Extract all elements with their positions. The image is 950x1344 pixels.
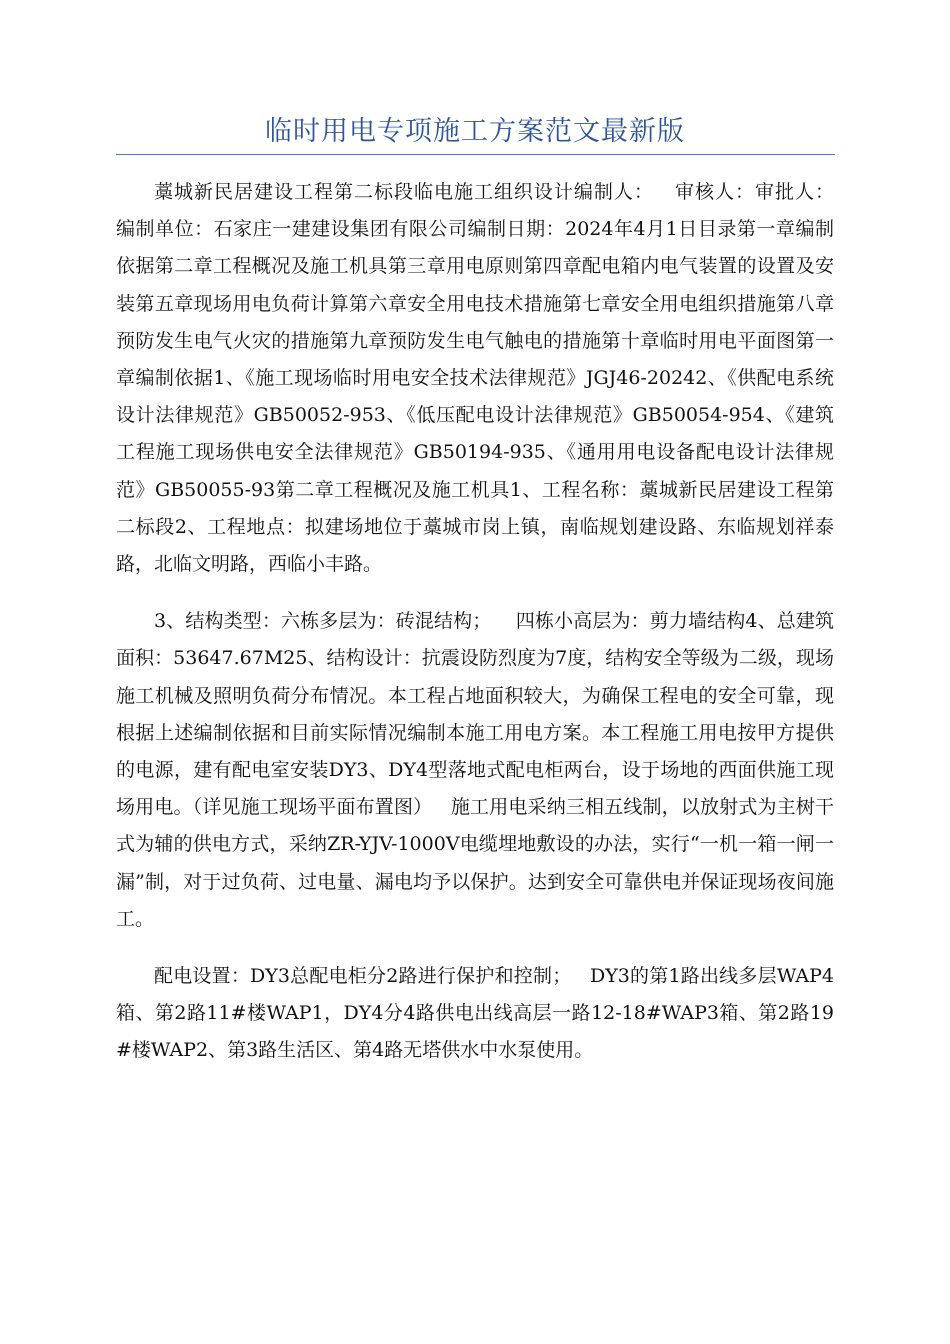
title-underline bbox=[116, 154, 835, 155]
document-title: 临时用电专项施工方案范文最新版 bbox=[265, 116, 685, 147]
paragraph-1: 藁城新民居建设工程第二标段临电施工组织设计编制人： 审核人：审批人： 编制单位：石家庄一建建设集团有限公司编制日期：2024年4月1日目录第一章编制依据第二章工程概况及施工机具第三章用电原则第四章配电箱内电气装置的设置及安装第五章现场用电负荷计算第六章安全用电技术措施第七章安全用电组织措施第八章预防发生电气火灾的措施第九章预防发生电气触电的措施第十章临时用电平面图第一章编制依据1、《施工现场临时用电安全技术法律规范》JGJ46-20242、《供配电系统设计法律规范》GB50052-953、《低压配电设计法律规范》GB50054-954、《建筑工程施工现场供电安全法律规范》GB50194-935、《通用用电设备配电设计法律规范》GB50055-93第二章工程概况及施工机具1、工程名称：藁城新民居建设工程第二标段2、工程地点：拟建场地位于藁城市岗上镇，南临规划建设路、东临规划祥泰路，北临文明路，西临小丰路。 bbox=[116, 181, 853, 576]
paragraph-3: 配电设置：DY3总配电柜分2路进行保护和控制； DY3的第1路出线多层WAP4箱、第2路11#楼WAP1，DY4分4路供电出线高层一路12-18#WAP3箱、第2路19#楼WAP2、第3路生活区、第4路无塔供水中水泵使用。 bbox=[116, 965, 834, 1062]
document-body bbox=[116, 174, 853, 1090]
paragraph-2: 3、结构类型：六栋多层为：砖混结构； 四栋小高层为：剪力墙结构4、总建筑面积：53647.67M25、结构设计：抗震设防烈度为7度，结构安全等级为二级，现场施工机械及照明负荷分布情况。本工程占地面积较大，为确保工程电的安全可靠，现根据上述编制依据和目前实际情况编制本施工用电方案。本工程施工用电按甲方提供的电源，建有配电室安装DY3、DY4型落地式配电柜两台，设于场地的西面供施工现场用电。（详见施工现场平面布置图） 施工用电采纳三相五线制，以放射式为主树干式为辅的供电方式，采纳ZR-YJV-1000V电缆埋地敷设的办法，实行“一机一箱一闸一漏”制，对于过负荷、过电量、漏电均予以保护。达到安全可靠供电并保证现场夜间施工。 bbox=[116, 610, 834, 930]
